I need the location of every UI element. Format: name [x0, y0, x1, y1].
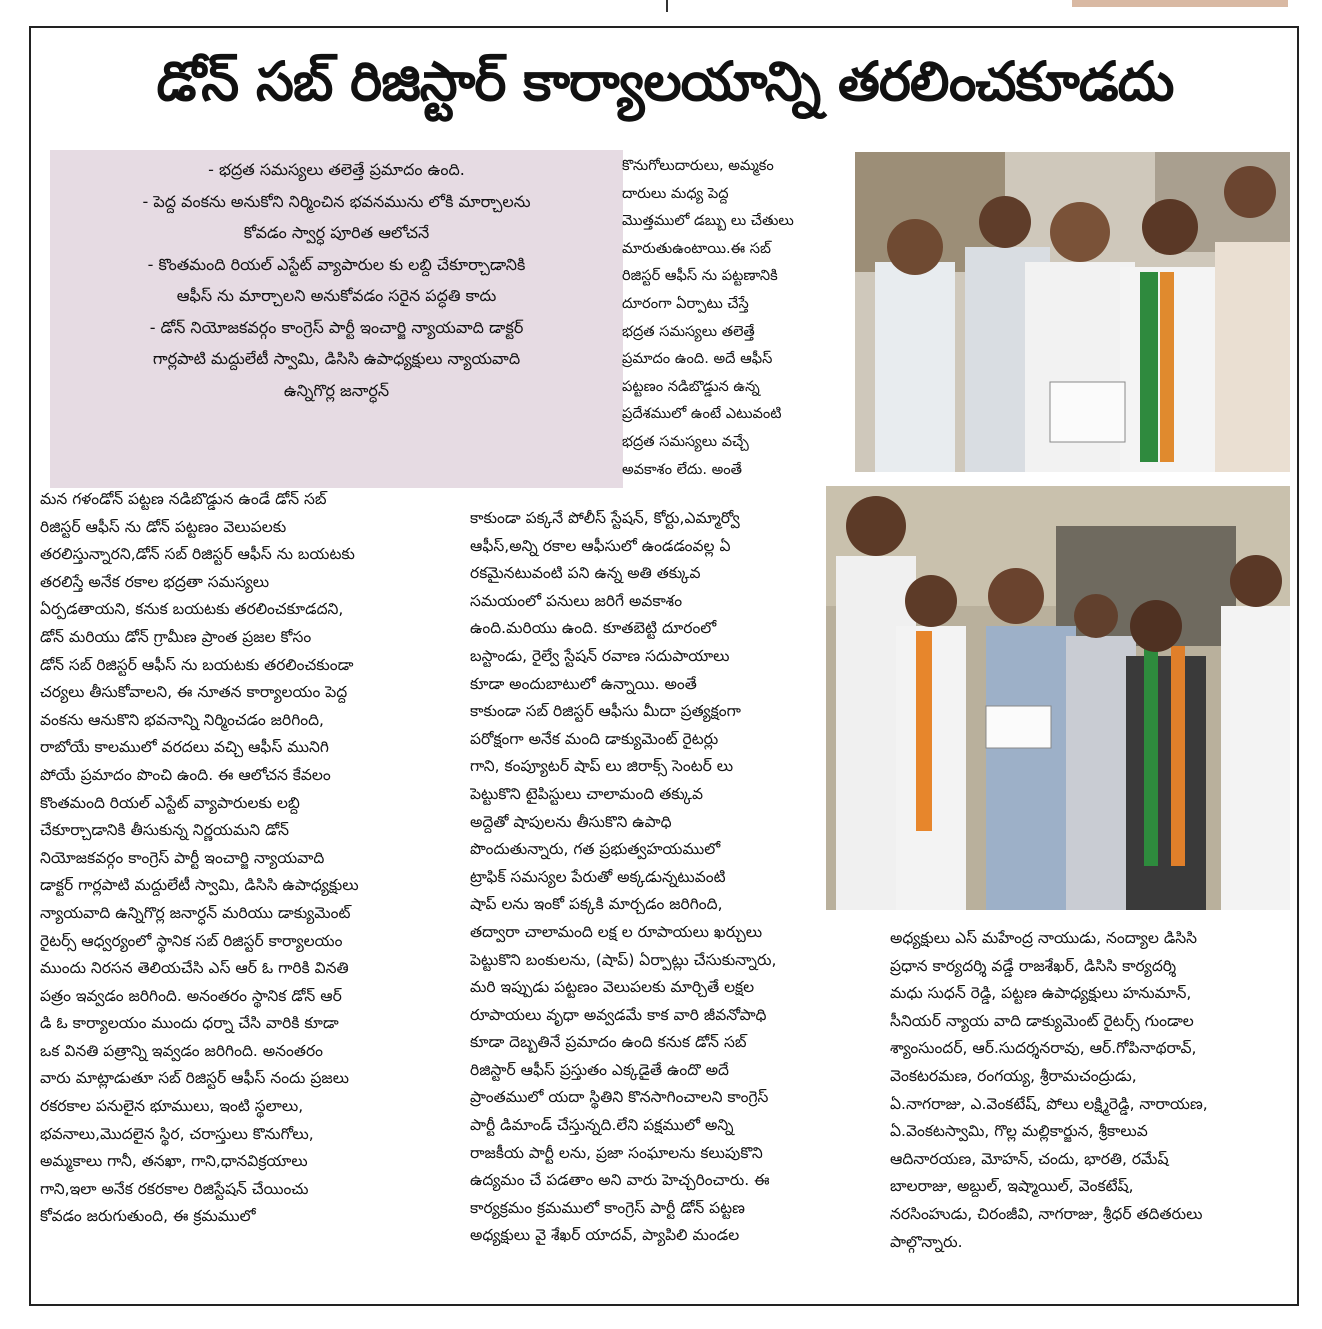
text-line: నరసింహుడు, చిరంజీవి, నాగరాజు, శ్రీధర్ తదితరులు: [890, 1204, 1203, 1223]
text-line: నియోజకవర్గం కాంగ్రెస్ పార్టీ ఇంచార్జి న్యాయవాది: [40, 848, 325, 867]
text-line: కాకుండా సబ్ రిజిస్టర్ ఆఫీసు మీదా ప్రత్యక్షంగా: [470, 702, 741, 721]
text-line: పట్టణం నడిబొడ్డున ఉన్న: [622, 377, 760, 395]
highlight-line: గార్లపాటి మద్దులేటీ స్వామి, డిసిసి ఉపాధ్యక్షులు న్యాయవాది: [152, 349, 521, 368]
article-column-2: [470, 505, 840, 1250]
text-line: పాల్గొన్నారు.: [890, 1232, 963, 1251]
text-line: డోన్ మరియు డోన్ గ్రామీణ ప్రాంత ప్రజల కోసం: [40, 627, 312, 646]
highlight-line: ఉన్నిగొర్ల జనార్ధన్: [283, 380, 390, 400]
text-line: తరలిస్తున్నారని,డోన్ సబ్ రిజిస్టర్ ఆఫీస్ ను బయటకు: [40, 545, 355, 564]
text-line: అధ్యక్షులు వై శేఖర్ యాదవ్, ప్యాపిలి మండల: [470, 1226, 740, 1245]
text-line: పార్టీ డిమాండ్ చేస్తున్నది.లేని పక్షములో అన్ని: [470, 1116, 734, 1135]
text-line: ప్రాంతములో యదా స్థితిని కొనసాగించాలని కాంగ్రెస్: [470, 1088, 769, 1107]
text-line: రైటర్స్ ఆధ్వర్యంలో స్థానిక సబ్ రిజిస్టర్ కార్యాలయం: [40, 931, 343, 950]
photo-illustration: [826, 486, 1290, 910]
text-line: చర్యలు తీసుకోవాలని, ఈ నూతన కార్యాలయం పెద్ద: [40, 683, 348, 702]
text-line: మన గళండోన్ పట్టణ నడిబొడ్డున ఉండే డోన్ సబ్: [40, 490, 327, 508]
highlight-line: - భద్రత సమస్యలు తలెత్తే ప్రమాదం ఉంది.: [208, 160, 465, 179]
text-line: ఆదినారయణ, మోహన్, చందు, భారతి, రమేష్: [890, 1149, 1169, 1168]
text-line: పొందుతున్నారు, గత ప్రభుత్వహయములో: [470, 840, 721, 859]
text-line: ప్రధాన కార్యదర్శి వడ్డే రాజశేఖర్, డిసిసి కార్యదర్శి: [890, 956, 1177, 975]
text-line: శ్యాంసుందర్, ఆర్.సుదర్శనరావు, ఆర్.గోపినాథరావ్,: [890, 1039, 1197, 1058]
highlight-line: - కొంతమంది రియల్ ఎస్టేట్ వ్యాపారుల కు లబ్ది చేకూర్చాడానికి: [147, 254, 526, 274]
text-line: ఉంది.మరియు ఉంది. కూతబెట్టి దూరంలో: [470, 619, 717, 638]
article-column-3: [890, 925, 1290, 1256]
text-line: ప్రదేశములో ఉంటే ఎటువంటి: [622, 405, 782, 423]
text-line: భద్రత సమస్యలు వచ్చే: [622, 432, 749, 450]
text-line: మొత్తములో డబ్బు లు చేతులు: [622, 212, 794, 230]
highlight-line: కోవడం స్వార్ధ పూరిత ఆలోచనే: [243, 223, 430, 242]
text-line: తరలిస్తే అనేక రకాల భద్రతా సమస్యలు: [40, 572, 270, 591]
text-line: మరి ఇప్పుడు పట్టణం వెలుపలకు మార్చితే లక్షల: [470, 978, 755, 997]
text-line: అధ్యక్షులు ఎస్ మహేంద్ర నాయుడు, నంద్యాల డిసిసి: [890, 929, 1198, 947]
text-line: సమయంలో పనులు జరిగే అవకాశం: [470, 591, 683, 610]
text-line: కోవడం జరుగుతుంది, ఈ క్రమములో: [40, 1207, 256, 1226]
text-line: కాకుండా పక్కనే పోలీస్ స్టేషన్, కోర్టు,ఎమ్మార్వో: [470, 509, 740, 527]
highlight-line: - పెద్ద వంకను అనుకోని నిర్మించిన భవనమును లోకి మార్చాలను: [142, 191, 531, 211]
text-line: కార్యక్రమం క్రమములో కాంగ్రెస్ పార్టీ డోన్ పట్టణ: [470, 1198, 745, 1217]
text-line: రకమైనటువంటి పని ఉన్న అతి తక్కువ: [470, 564, 701, 583]
text-line: గాని, కంప్యూటర్ షాప్ లు జిరాక్స్ సెంటర్ లు: [470, 757, 734, 776]
text-line: రాబోయే కాలములో వరదలు వచ్చి ఆఫీస్ మునిగి: [40, 738, 329, 757]
text-line: ఆఫీస్,అన్ని రకాల ఆఫీసులో ఉండడంవల్ల ఏ: [470, 536, 731, 555]
text-line: బస్టాండు, రైల్వే స్టేషన్ రవాణ సదుపాయాలు: [470, 646, 730, 665]
text-line: వారు మాట్లాడుతూ సబ్ రిజిస్టర్ ఆఫీస్ నందు ప్రజలు: [40, 1069, 350, 1088]
text-line: రాజకీయ పార్టీ లను, ప్రజా సంఘాలను కలుపుకొని: [470, 1143, 763, 1162]
text-line: తద్వారా చాలామంది లక్ష ల రూపాయలు ఖర్చులు: [470, 922, 763, 941]
text-line: కొంతమంది రియల్ ఎస్టేట్ వ్యాపారులకు లబ్ది: [40, 793, 300, 812]
text-line: పెట్టుకొని టైపిస్టులు చాలామంది తక్కువ: [470, 784, 704, 803]
text-line: డోన్ సబ్ రిజిస్టర్ ఆఫీస్ ను బయటకు తరలించకుండా: [40, 655, 354, 674]
text-line: దూరంగా ఏర్పాటు చేస్తే: [622, 294, 749, 312]
text-line: అవకాశం లేదు. అంతే: [622, 460, 743, 478]
highlight-line: - డోన్ నియోజకవర్గం కాంగ్రెస్ పార్టీ ఇంచార్జి న్యాయవాది డాక్టర్: [149, 317, 524, 337]
text-line: వంకను ఆనుకొని భవనాన్ని నిర్మించడం జరిగింది,: [40, 710, 324, 729]
text-line: ఏ.నాగరాజు, ఎ.వెంకటేష్, పోలు లక్ష్మిరెడ్డి, నారాయణ,: [890, 1094, 1208, 1113]
text-line: రిజిస్టర్ ఆఫీస్ ను పట్టణానికి: [622, 267, 778, 285]
text-line: షాప్ లను ఇంకో పక్కకి మార్చడం జరిగింది,: [470, 895, 723, 914]
text-line: ఏ.వెంకటస్వామి, గొల్ల మల్లికార్జున, శ్రీకాలువ: [890, 1122, 1148, 1141]
text-line: భవనాలు,మొదలైన స్థిర, చరాస్తులు కొనుగోలు,: [40, 1124, 314, 1143]
text-line: అద్దెతో షాపులను తీసుకొని ఉపాధి: [470, 812, 672, 831]
top-photo-strip: [1072, 0, 1288, 7]
text-line: ట్రాఫిక్ సమస్యల పేరుతో అక్కడున్నటువంటి: [470, 867, 726, 886]
text-line: పత్రం ఇవ్వడం జరిగింది. అనంతరం స్థానిక డోన్ ఆర్: [40, 986, 342, 1005]
text-line: పోయే ప్రమాదం పొంచి ఉంది. ఈ ఆలోచన కేవలం: [40, 765, 331, 784]
text-line: సీనియర్ న్యాయ వాది డాక్యుమెంట్ రైటర్స్ గుండాల: [890, 1011, 1194, 1030]
page-title: డోన్ సబ్ రిజిస్టార్ కార్యాలయాన్ని తరలించకూడదు: [156, 50, 1174, 113]
text-line: వెంకటరమణ, రంగయ్య, శ్రీరామచంద్రుడు,: [890, 1066, 1137, 1085]
highlights-box: [50, 150, 623, 488]
text-line: డాక్టర్ గార్లపాటి మద్దులేటీ స్వామి, డిసిసి ఉపాధ్యక్షులు: [40, 876, 359, 895]
text-line: ఉద్యమం చే పడతాం అని వారు హెచ్చరించారు. ఈ: [470, 1171, 770, 1190]
text-line: మధు సుధన్ రెడ్డి, పట్టణ ఉపాధ్యక్షులు హనుమాన్,: [890, 984, 1192, 1003]
text-line: రిజిస్టార్ ఆఫీస్ ప్రస్తుతం ఎక్కడైతే ఉందొ అదే: [470, 1060, 729, 1079]
text-line: ఒక వినతి పత్రాన్ని ఇవ్వడం జరిగింది. అనంతరం: [40, 1041, 323, 1060]
text-line: ప్రమాదం ఉంది. అదే ఆఫీస్: [622, 350, 773, 368]
text-line: బాలరాజు, అబ్దుల్, ఇష్మాయిల్, వెంకటేష్,: [890, 1177, 1134, 1196]
text-line: కొనుగోలుదారులు, అమ్మకం: [622, 157, 774, 174]
text-line: న్యాయవాది ఉన్నిగొర్ల జనార్ధన్ మరియు డాక్యుమెంట్: [40, 903, 351, 922]
text-line: కూడా దెబ్బతినే ప్రమాదం ఉంది కనుక డోన్ సబ్: [470, 1033, 747, 1052]
text-line: పెట్టుకొని బంకులను, (షాప్) ఏర్పాట్లు చేసుకున్నారు,: [470, 950, 777, 969]
text-line: రూపాయలు వృధా అవ్వడమే కాక వారి జీవనోపాధి: [470, 1005, 767, 1024]
top-rule-mark: [666, 0, 668, 12]
photo-protest-group: [826, 486, 1290, 910]
text-line: భద్రత సమస్యలు తలెత్తే: [622, 322, 755, 340]
text-line: చేకూర్చాడానికి తీసుకున్న నిర్ణయమని డోన్: [40, 821, 290, 840]
text-line: రిజిస్టర్ ఆఫీస్ ను డోన్ పట్టణం వెలుపలకు: [40, 517, 287, 536]
text-line: పరోక్షంగా అనేక మంది డాక్యుమెంట్ రైటర్లు: [470, 729, 719, 748]
article-column-narrow-top: [622, 152, 850, 483]
text-line: కూడా అందుబాటులో ఉన్నాయి. అంతే: [470, 674, 697, 693]
text-line: ముందు నిరసన తెలియచేసి ఎస్ ఆర్ ఓ గారికి వినతి: [40, 959, 349, 978]
highlight-line: ఆఫీస్ ను మార్చాలని అనుకోవడం సరైన పద్ధతి కాదు: [176, 286, 497, 305]
text-line: ఏర్పడతాయని, కనుక బయటకు తరలించకూడదని,: [40, 600, 344, 619]
article-column-1: [40, 486, 452, 1231]
text-line: దారులు మధ్య పెద్ద: [622, 184, 729, 202]
text-line: డి ఓ కార్యాలయం ముందు ధర్నా చేసి వారికి కూడా: [40, 1014, 339, 1033]
text-line: రకరకాల పనులైన భూములు, ఇంటి స్థలాలు,: [40, 1097, 304, 1116]
text-line: అమ్మకాలు గానీ, తనఖా, గాని,ధానవిక్రయాలు: [40, 1152, 308, 1171]
photo-memorandum-handover: [855, 152, 1290, 472]
photo-illustration: [855, 152, 1290, 472]
text-line: గాని,ఇలా అనేక రకరకాల రిజిస్టేషన్ చేయించు: [40, 1179, 309, 1198]
text-line: మారుతుఉంటాయి.ఈ సబ్: [622, 239, 771, 257]
